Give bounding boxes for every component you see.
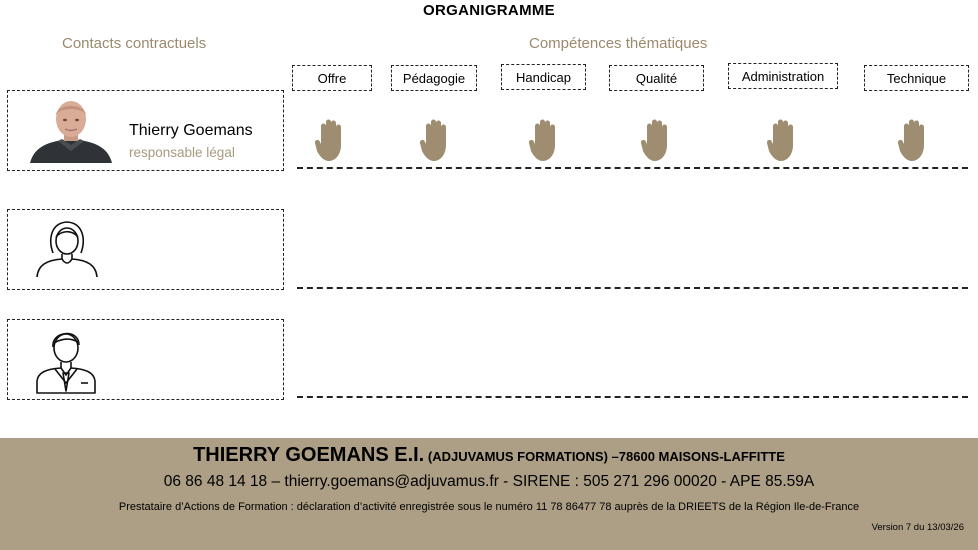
competence-technique: Technique <box>864 65 969 91</box>
version-label: Version 7 du 13/03/26 <box>871 522 964 533</box>
contact-role: responsable légal <box>129 145 235 160</box>
raised-hand-icon <box>529 117 561 163</box>
raised-hand-icon <box>641 117 673 163</box>
contacts-section-heading: Contacts contractuels <box>62 35 207 52</box>
competence-handicap: Handicap <box>501 64 586 90</box>
footer-contact-line: 06 86 48 14 18 – thierry.goemans@adjuvamus.fr - SIRENE : 505 271 296 00020 - APE 85.59A <box>163 473 815 490</box>
row-divider-2 <box>297 287 968 289</box>
footer-declaration: Prestataire d’Actions de Formation : déclaration d’activité enregistrée sous le numéro 11 78 86477 78 auprès de la DRIEETS de la Région Ile-de-France <box>118 501 860 513</box>
contact-name: Thierry Goemans <box>129 122 253 139</box>
raised-hand-icon <box>420 117 452 163</box>
competence-qualite: Qualité <box>609 65 704 91</box>
competence-administration: Administration <box>728 63 838 89</box>
raised-hand-icon <box>767 117 799 163</box>
competence-offre: Offre <box>292 65 372 91</box>
competences-section-heading: Compétences thématiques <box>529 35 708 52</box>
row-divider-1 <box>297 167 968 169</box>
raised-hand-icon <box>898 117 930 163</box>
row-divider-3 <box>297 396 968 398</box>
company-name: THIERRY GOEMANS E.I. <box>193 444 425 466</box>
competence-pedagogie: Pédagogie <box>391 65 477 91</box>
person-photo <box>28 99 114 163</box>
page-title: ORGANIGRAMME <box>423 2 555 19</box>
company-details: (ADJUVAMUS FORMATIONS) –78600 MAISONS-LAFFITTE <box>424 449 785 464</box>
raised-hand-icon <box>315 117 347 163</box>
man-icon <box>33 325 99 395</box>
footer-company <box>0 444 978 467</box>
woman-icon <box>33 217 101 281</box>
